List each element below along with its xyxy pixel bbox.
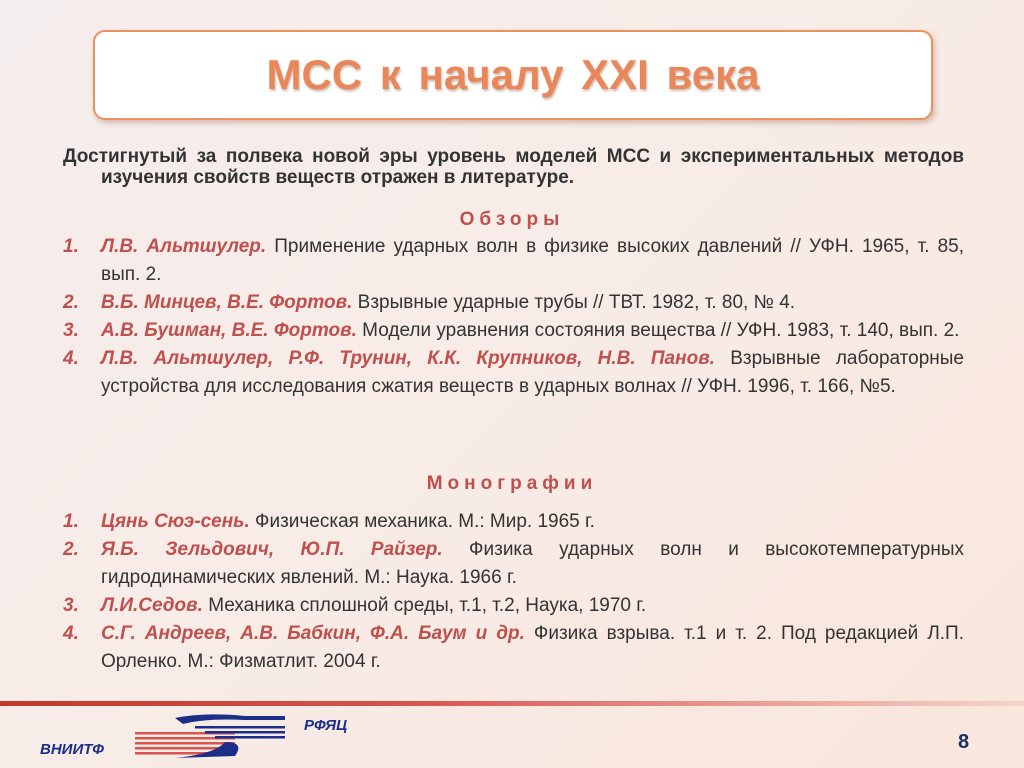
section-heading-monographs: Монографии — [426, 473, 598, 494]
rfyac-logo: РФЯЦ — [304, 717, 348, 734]
item-author: Л.В. Альтшулер. — [101, 236, 267, 257]
list-item — [63, 289, 964, 317]
intro-paragraph — [63, 146, 964, 188]
item-text: Применение ударных волн в физике высоких давлений // УФН. 1965, т. 85, вып. 2. — [101, 236, 964, 285]
list-item — [63, 317, 964, 345]
institute-emblem-icon — [135, 712, 295, 760]
list-item — [63, 592, 964, 620]
item-text: Взрывные лабораторные устройства для исследования сжатия веществ в ударных волнах // УФН. 1996, т. 166, №5. — [101, 348, 964, 397]
item-number: 2. — [63, 292, 79, 313]
footer-divider — [0, 701, 1024, 706]
item-text: Механика сплошной среды, т.1, т.2, Наука, 1970 г. — [208, 595, 647, 616]
item-author: Л.В. Альтшулер, Р.Ф. Трунин, К.К. Крупников, Н.В. Панов. — [101, 348, 715, 369]
intro-text: Достигнутый за полвека новой эры уровень моделей МСС и экспериментальных методов изучения свойств веществ отражен в литературе. — [63, 146, 964, 188]
item-author: Л.И.Седов. — [101, 595, 203, 616]
item-text: Взрывные ударные трубы // ТВТ. 1982, т. 80, № 4. — [357, 292, 796, 313]
list-item — [63, 536, 964, 592]
item-author: А.В. Бушман, В.Е. Фортов. — [101, 320, 357, 341]
reviews-list — [63, 233, 964, 401]
list-item — [63, 233, 964, 289]
item-text: Физика ударных волн и высокотемпературных гидродинамических явлений. М.: Наука. 1966 г. — [101, 539, 965, 588]
item-number: 2. — [63, 539, 79, 560]
item-author: Я.Б. Зельдович, Ю.П. Райзер. — [101, 539, 443, 560]
item-number: 1. — [63, 236, 79, 257]
item-author: С.Г. Андреев, А.В. Бабкин, Ф.А. Баум и др. — [101, 623, 525, 644]
slide-title: МСС к началу XXI века — [266, 51, 760, 98]
item-number: 3. — [63, 320, 79, 341]
item-author: В.Б. Минцев, В.Е. Фортов. — [101, 292, 353, 313]
item-number: 1. — [63, 511, 79, 532]
monographs-list — [63, 508, 964, 676]
page-number: 8 — [958, 731, 970, 753]
item-text: Модели уравнения состояния вещества // УФН. 1983, т. 140, вып. 2. — [362, 320, 960, 341]
section-heading-reviews: Обзоры — [459, 209, 565, 230]
item-text: Физическая механика. М.: Мир. 1965 г. — [255, 511, 595, 532]
item-number: 4. — [63, 348, 79, 369]
item-number: 4. — [63, 623, 79, 644]
title-box — [93, 30, 933, 120]
list-item — [63, 345, 964, 401]
list-item — [63, 508, 964, 536]
item-text: Физика взрыва. т.1 и т. 2. Под редакцией Л.П. Орленко. М.: Физматлит. 2004 г. — [101, 623, 964, 672]
list-item — [63, 620, 964, 676]
item-author: Цянь Сюэ-сень. — [101, 511, 250, 532]
vniitf-logo: ВНИИТФ — [40, 741, 104, 758]
item-number: 3. — [63, 595, 79, 616]
